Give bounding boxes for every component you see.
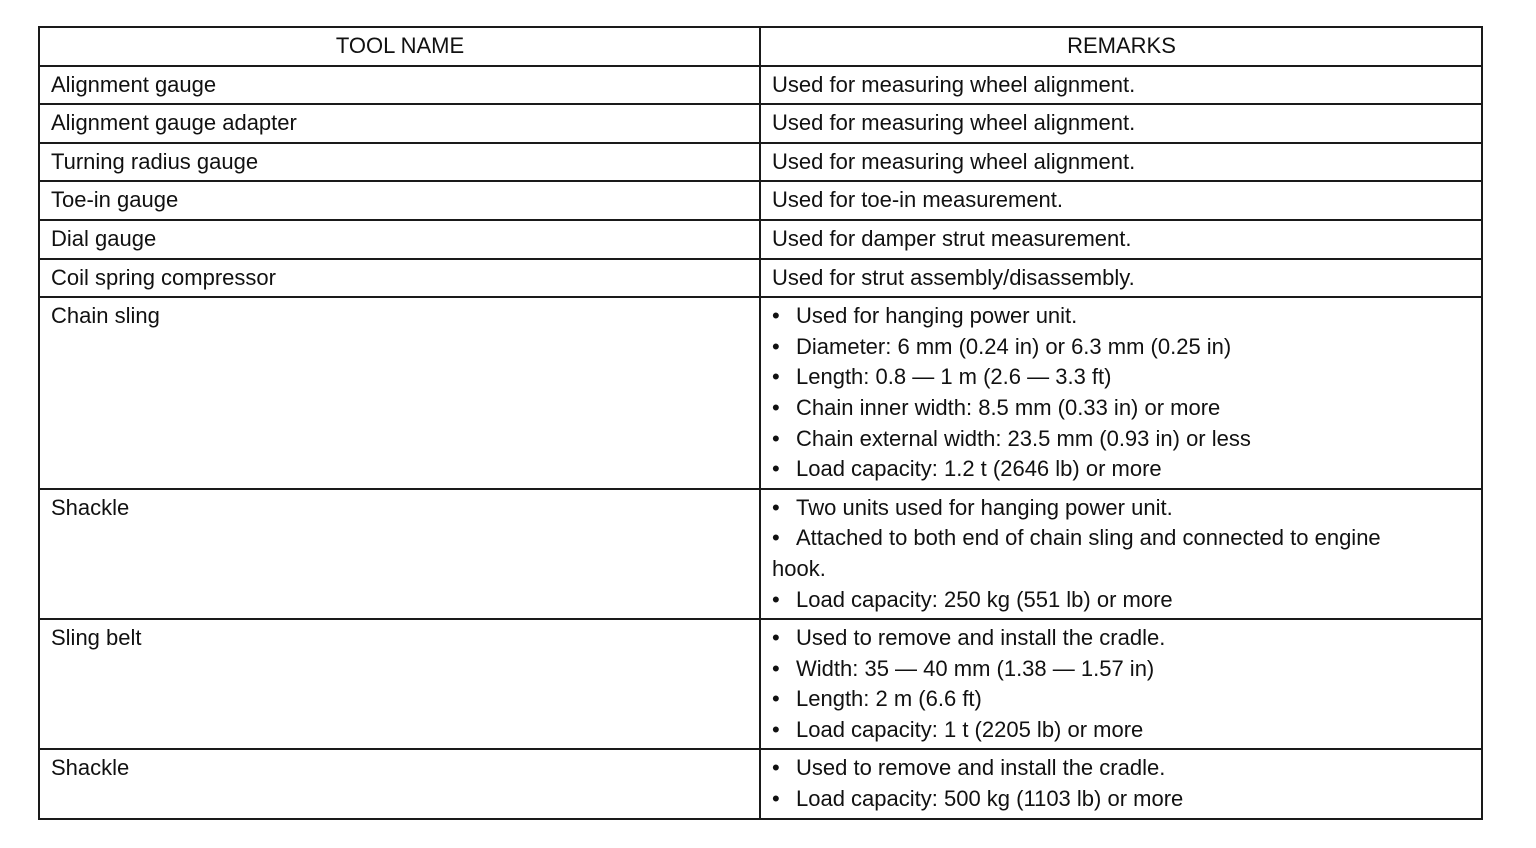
bullet-icon: • [772, 625, 780, 651]
bullet-icon: • [772, 494, 780, 520]
remark-bullet [772, 654, 1471, 685]
tool-name-cell: Alignment gauge adapter [39, 104, 760, 143]
remark-bullet-text: Chain inner width: 8.5 mm (0.33 in) or more [796, 394, 1221, 420]
table-row [39, 619, 1482, 749]
remark-bullet-text: Chain external width: 23.5 mm (0.93 in) or less [796, 425, 1251, 451]
remark-bullet [772, 715, 1471, 746]
remark-bullet-text: Load capacity: 1 t (2205 lb) or more [796, 716, 1144, 742]
bullet-icon: • [772, 716, 780, 742]
remark-bullet-text: Load capacity: 250 kg (551 lb) or more [796, 586, 1173, 612]
remark-bullet [772, 585, 1471, 616]
bullet-icon: • [772, 525, 780, 551]
remarks-cell: Used for measuring wheel alignment. [760, 104, 1482, 143]
bullet-icon: • [772, 456, 780, 482]
tool-name-cell: Dial gauge [39, 220, 760, 259]
table-row [39, 297, 1482, 489]
table-row [39, 489, 1482, 619]
remarks-cell [760, 749, 1482, 818]
tool-name-cell: Coil spring compressor [39, 259, 760, 298]
remark-bullet-text: Length: 2 m (6.6 ft) [796, 686, 982, 712]
remark-bullet [772, 332, 1471, 363]
table-row [39, 259, 1482, 298]
remark-bullet-text: Load capacity: 500 kg (1103 lb) or more [796, 786, 1184, 812]
tool-name-cell: Alignment gauge [39, 66, 760, 105]
remark-bullet-text: Attached to both end of chain sling and connected to engine [796, 525, 1381, 551]
remark-bullet-text: Width: 35 — 40 mm (1.38 — 1.57 in) [796, 655, 1155, 681]
tools-table [38, 26, 1483, 820]
remarks-cell: Used for measuring wheel alignment. [760, 143, 1482, 182]
remark-bullet-text: Diameter: 6 mm (0.24 in) or 6.3 mm (0.25 in) [796, 333, 1232, 359]
tool-name-cell: Shackle [39, 749, 760, 818]
header-row [39, 27, 1482, 66]
remark-bullet-text: Used for hanging power unit. [796, 303, 1078, 329]
remark-wrap-text: hook. [772, 555, 826, 581]
bullet-icon: • [772, 364, 780, 390]
table-row [39, 220, 1482, 259]
table-row [39, 66, 1482, 105]
remark-bullet [772, 393, 1471, 424]
remark-bullet-text: Load capacity: 1.2 t (2646 lb) or more [796, 456, 1162, 482]
tool-name-cell: Sling belt [39, 619, 760, 749]
remark-bullet [772, 362, 1471, 393]
remark-bullet [772, 454, 1471, 485]
remarks-cell [760, 489, 1482, 619]
header-tool-name: TOOL NAME [39, 27, 760, 66]
tool-name-cell: Chain sling [39, 297, 760, 489]
bullet-icon: • [772, 755, 780, 781]
bullet-icon: • [772, 655, 780, 681]
remark-bullet [772, 684, 1471, 715]
bullet-icon: • [772, 303, 780, 329]
remark-bullet-text: Used to remove and install the cradle. [796, 755, 1166, 781]
table-row [39, 104, 1482, 143]
tool-name-cell: Shackle [39, 489, 760, 619]
bullet-icon: • [772, 394, 780, 420]
remark-bullet-text: Used to remove and install the cradle. [796, 625, 1166, 651]
table-row [39, 181, 1482, 220]
remark-bullet [772, 784, 1471, 815]
remark-bullet-text: Length: 0.8 — 1 m (2.6 — 3.3 ft) [796, 364, 1112, 390]
remarks-cell [760, 297, 1482, 489]
remark-bullet [772, 523, 1471, 554]
bullet-icon: • [772, 425, 780, 451]
remark-bullet [772, 753, 1471, 784]
bullet-icon: • [772, 786, 780, 812]
remarks-cell: Used for damper strut measurement. [760, 220, 1482, 259]
remarks-cell: Used for measuring wheel alignment. [760, 66, 1482, 105]
bullet-icon: • [772, 686, 780, 712]
tool-name-cell: Toe-in gauge [39, 181, 760, 220]
table-row [39, 143, 1482, 182]
bullet-icon: • [772, 333, 780, 359]
remarks-cell: Used for strut assembly/disassembly. [760, 259, 1482, 298]
remark-bullet [772, 493, 1471, 524]
tool-name-cell: Turning radius gauge [39, 143, 760, 182]
remark-bullet [772, 623, 1471, 654]
header-remarks: REMARKS [760, 27, 1482, 66]
table-row [39, 749, 1482, 818]
remark-bullet-text: Two units used for hanging power unit. [796, 494, 1173, 520]
remarks-cell [760, 619, 1482, 749]
remarks-cell: Used for toe-in measurement. [760, 181, 1482, 220]
remark-bullet [772, 424, 1471, 455]
remark-bullet [772, 301, 1471, 332]
bullet-icon: • [772, 586, 780, 612]
